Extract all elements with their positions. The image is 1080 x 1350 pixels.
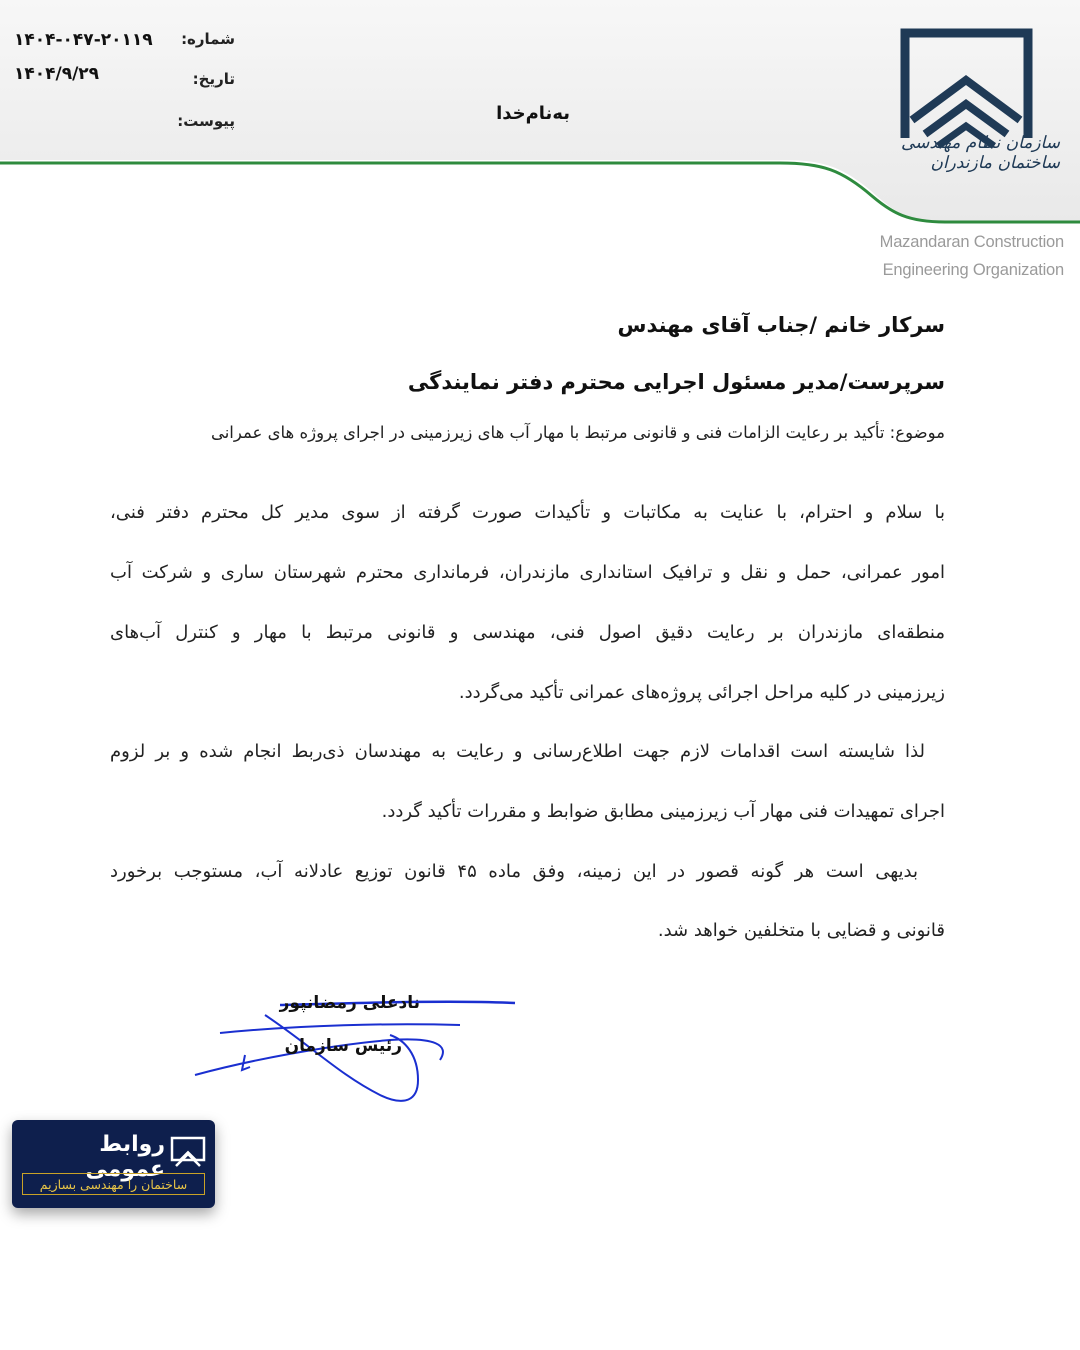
number-label: شماره:	[181, 30, 235, 48]
org-name-en-line1: Mazandaran Construction	[879, 233, 1064, 251]
number-value: ۱۴۰۴-۰۴۷-۲۰۱۱۹	[14, 30, 153, 50]
body-line: امور عمرانی، حمل و نقل و ترافیک استانداری مازندران، فرمانداری محترم شهرستان ساری و شرکت آب	[110, 562, 945, 583]
addressee-line-2: سرپرست/مدیر مسئول اجرایی محترم دفتر نمایندگی	[407, 370, 945, 394]
body-line: قانونی و قضایی با متخلفین خواهد شد.	[657, 920, 945, 941]
signatory-name: نادعلی رمضانپور	[279, 993, 420, 1013]
badge-title: روابط عمومی	[85, 1132, 165, 1182]
body-line: بدیهی است هر گونه قصور در این زمینه، وفق ماده ۴۵ قانون توزیع عادلانه آب، مستوجب برخورد	[110, 861, 919, 882]
body-line: اجرای تمهیدات فنی مهار آب زیرزمینی مطابق ضوابط و مقررات تأکید گردد.	[381, 801, 945, 822]
basmala: به‌نام‌خدا	[496, 103, 570, 124]
addressee-line-1: سرکار خانم /جناب آقای مهندس	[617, 313, 945, 337]
public-relations-badge	[12, 1120, 215, 1208]
body-line: زیرزمینی در کلیه مراحل اجرائی پروژه‌های عمرانی تأکید می‌گردد.	[458, 682, 945, 703]
signatory-title: رئیس سازمان	[284, 1036, 402, 1056]
org-name-fa: سازمان نظام مهندسی ساختمان مازندران	[900, 133, 1060, 173]
body-line: منطقه‌ای مازندران بر رعایت دقیق اصول فنی، مهندسی و قانونی مرتبط با مهار و کنترل آب‌های	[110, 622, 945, 643]
org-name-en-line2: Engineering Organization	[882, 261, 1064, 279]
letter-subject: موضوع: تأکید بر رعایت الزامات فنی و قانونی مرتبط با مهار آب های زیرزمینی در اجرای پروژه های عمرانی	[210, 423, 945, 442]
body-line: با سلام و احترام، با عنایت به مکاتبات و تأکیدات صورت گرفته از سوی مدیر کل محترم دفتر فنی،	[110, 502, 945, 523]
date-value: ۱۴۰۴/۹/۲۹	[14, 64, 100, 84]
attachment-label: پیوست:	[177, 112, 235, 130]
date-label: تاریخ:	[192, 70, 235, 88]
building-hand-icon	[170, 1136, 206, 1168]
body-line: لذا شایسته است اقدامات لازم جهت اطلاع‌رسانی و رعایت به مهندسان ذی‌ربط انجام شده و بر لزوم	[110, 741, 925, 762]
badge-subtitle: ساختمان را مهندسی بسازیم	[22, 1173, 205, 1195]
